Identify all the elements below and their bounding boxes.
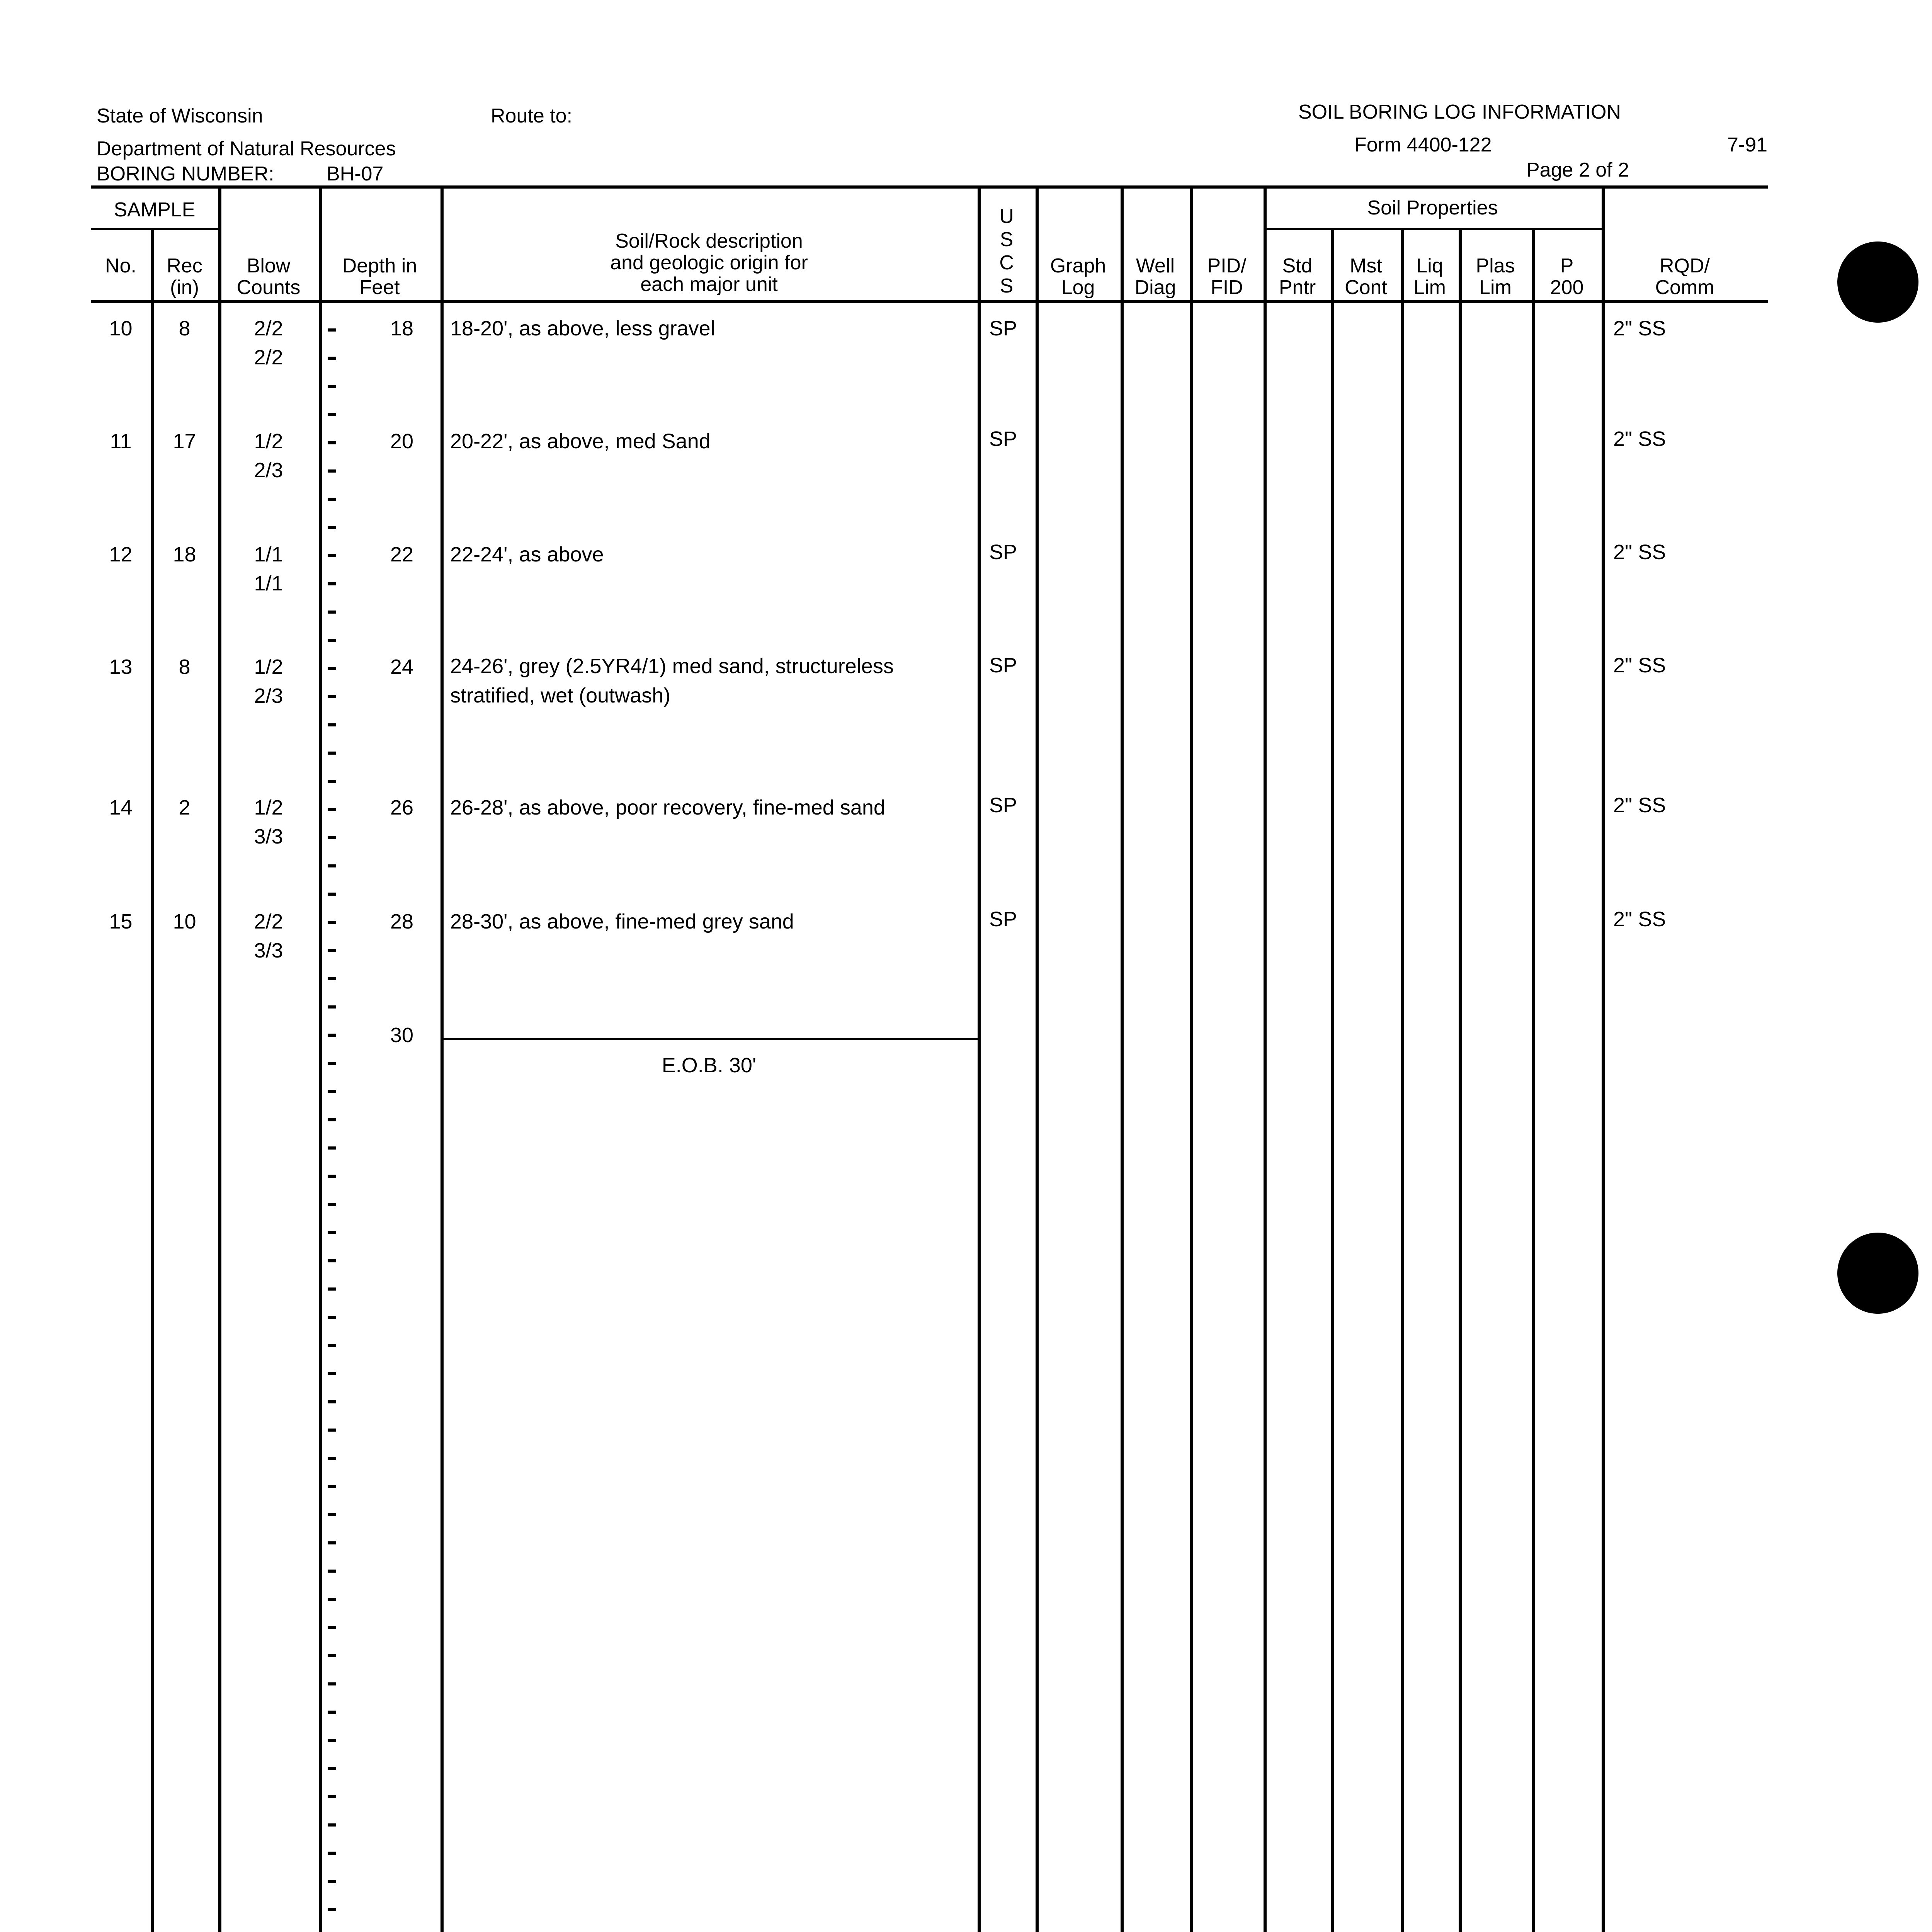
depth-tick [328, 1852, 336, 1855]
divider-well-pid [1190, 185, 1193, 1932]
depth-tick [328, 1541, 336, 1544]
divider-blow-depth [319, 185, 322, 1932]
depth-tick [328, 1146, 336, 1150]
blow-count-2: 1/1 [254, 572, 283, 595]
blow-count-2: 2/3 [254, 684, 283, 707]
depth-tick [328, 752, 336, 755]
sample-depth: 28 [390, 910, 413, 933]
blow-count-1: 1/2 [254, 430, 283, 453]
depth-tick [328, 1316, 336, 1319]
depth-tick [328, 1795, 336, 1798]
form-title: SOIL BORING LOG INFORMATION [1298, 101, 1621, 123]
depth-tick [328, 1090, 336, 1093]
boring-number-label: BORING NUMBER: [97, 163, 274, 185]
uscs-code: SP [989, 794, 1017, 817]
depth-tick [328, 498, 336, 501]
state-name: State of Wisconsin [97, 105, 263, 127]
header-bottom-rule [91, 300, 1768, 303]
sample-description: 22-24', as above [450, 543, 604, 566]
binder-hole-icon [1837, 242, 1918, 323]
form-date: 7-91 [1727, 134, 1768, 156]
sample-rec: 10 [173, 910, 196, 933]
depth-tick [328, 1400, 336, 1403]
divider-liq-plas [1459, 228, 1462, 1932]
depth-tick [328, 1231, 336, 1234]
graph-log-header: Graph Log [1050, 255, 1106, 299]
blow-count-1: 1/1 [254, 543, 283, 566]
sample-no: 11 [110, 430, 132, 453]
depth-tick [328, 949, 336, 952]
depth-tick [328, 1823, 336, 1827]
divider-uscs-graph [1036, 185, 1039, 1932]
sample-no: 15 [109, 910, 133, 933]
depth-tick [328, 611, 336, 614]
divider-pid-std [1264, 185, 1267, 1932]
sample-description: 24-26', grey (2.5YR4/1) med sand, structureless stratified, wet (outwash) [450, 655, 894, 707]
depth-tick [328, 893, 336, 896]
depth-tick [328, 1344, 336, 1347]
sample-rec: 8 [179, 655, 190, 679]
depth-tick [328, 723, 336, 726]
sample-depth: 20 [390, 430, 413, 453]
divider-graph-well [1121, 185, 1124, 1932]
depth-tick [328, 1175, 336, 1178]
blow-count-1: 2/2 [254, 317, 283, 340]
end-of-boring-note: E.O.B. 30' [662, 1054, 757, 1077]
blow-count-2: 3/3 [254, 939, 283, 962]
sample-description: 20-22', as above, med Sand [450, 430, 711, 453]
depth-tick [328, 357, 336, 360]
depth-tick [328, 1626, 336, 1629]
depth-tick [328, 1513, 336, 1516]
depth-tick [328, 441, 336, 444]
rec-header: Rec (in) [167, 255, 202, 299]
page-indicator: Page 2 of 2 [1526, 159, 1629, 181]
depth-tick [328, 836, 336, 839]
blow-counts-header: Blow Counts [236, 255, 301, 299]
rqd-comment: 2" SS [1613, 427, 1666, 451]
boring-number: BH-07 [327, 163, 384, 185]
depth-tick [328, 639, 336, 642]
sample-rec: 17 [173, 430, 196, 453]
depth-tick [328, 413, 336, 416]
depth-tick [328, 1005, 336, 1009]
uscs-code: SP [989, 654, 1017, 677]
p200-header: P 200 [1550, 255, 1584, 299]
route-to-label: Route to: [491, 105, 573, 127]
depth-tick [328, 780, 336, 783]
rqd-comment: 2" SS [1613, 541, 1666, 564]
uscs-header: U S C S [999, 205, 1014, 297]
pid-fid-header: PID/ FID [1207, 255, 1247, 299]
rqd-comm-header: RQD/ Comm [1655, 255, 1714, 299]
depth-tick [328, 554, 336, 557]
department-name: Department of Natural Resources [97, 138, 396, 160]
depth-tick [328, 328, 336, 332]
depth-header: Depth in Feet [342, 255, 417, 299]
sample-depth: 26 [390, 796, 413, 819]
depth-tick [328, 526, 336, 529]
depth-tick [328, 1287, 336, 1291]
depth-tick [328, 1711, 336, 1714]
sample-depth: 18 [390, 317, 413, 340]
sample-no: 14 [109, 796, 133, 819]
depth-tick [328, 1654, 336, 1657]
sample-depth: 22 [390, 543, 413, 566]
depth-tick [328, 864, 336, 867]
depth-tick [328, 1372, 336, 1375]
depth-tick [328, 1118, 336, 1121]
depth-tick [328, 1203, 336, 1206]
end-of-boring-rule [440, 1038, 978, 1040]
no-header: No. [105, 255, 136, 277]
depth-tick [328, 808, 336, 811]
sample-rec: 8 [179, 317, 190, 340]
well-diag-header: Well Diag [1134, 255, 1176, 299]
binder-hole-icon [1837, 1233, 1918, 1314]
depth-tick [328, 1739, 336, 1742]
depth-tick [328, 1259, 336, 1262]
sample-description: 18-20', as above, less gravel [450, 317, 715, 340]
depth-tick [328, 1485, 336, 1488]
sample-group-header: SAMPLE [114, 199, 196, 221]
blow-count-1: 1/2 [254, 796, 283, 819]
depth-tick [328, 582, 336, 585]
divider-plas-p200 [1532, 228, 1535, 1932]
form-number: Form 4400-122 [1354, 134, 1492, 156]
depth-tick [328, 1457, 336, 1460]
sample-rec: 2 [179, 796, 190, 819]
sample-description: 26-28', as above, poor recovery, fine-med sand [450, 796, 885, 819]
sample-depth: 24 [390, 655, 413, 679]
sample-rec: 18 [173, 543, 196, 566]
sample-no: 13 [109, 655, 133, 679]
divider-no-rec [151, 228, 154, 1932]
sample-group-rule [91, 228, 218, 230]
depth-tick [328, 1767, 336, 1770]
mst-cont-header: Mst Cont [1345, 255, 1387, 299]
depth-tick [328, 1062, 336, 1065]
uscs-code: SP [989, 427, 1017, 451]
depth-tick [328, 921, 336, 924]
blow-count-2: 3/3 [254, 825, 283, 848]
sample-no: 12 [109, 543, 133, 566]
liq-lim-header: Liq Lim [1413, 255, 1446, 299]
depth-tick [328, 977, 336, 980]
uscs-code: SP [989, 317, 1017, 340]
divider-p200-rqd [1602, 185, 1605, 1932]
depth-tick [328, 469, 336, 473]
rqd-comment: 2" SS [1613, 794, 1666, 817]
depth-tick [328, 385, 336, 388]
rqd-comment: 2" SS [1613, 317, 1666, 340]
sample-description: 28-30', as above, fine-med grey sand [450, 910, 794, 933]
table-top-rule [91, 185, 1768, 189]
blow-count-2: 2/3 [254, 459, 283, 482]
depth-tick [328, 1034, 336, 1037]
depth-tick [328, 1570, 336, 1573]
depth-tick [328, 1598, 336, 1601]
sample-no: 10 [109, 317, 133, 340]
rqd-comment: 2" SS [1613, 908, 1666, 931]
depth-tick [328, 1908, 336, 1911]
soil-properties-group-rule [1264, 228, 1602, 230]
uscs-code: SP [989, 908, 1017, 931]
plas-lim-header: Plas Lim [1476, 255, 1515, 299]
blow-count-1: 2/2 [254, 910, 283, 933]
soil-properties-header: Soil Properties [1367, 197, 1498, 219]
blow-count-1: 1/2 [254, 655, 283, 679]
depth-tick [328, 1429, 336, 1432]
uscs-code: SP [989, 541, 1017, 564]
blow-count-2: 2/2 [254, 346, 283, 369]
depth-tick [328, 667, 336, 670]
depth-tick [328, 1682, 336, 1685]
divider-mst-liq [1401, 228, 1404, 1932]
depth-tick [328, 695, 336, 698]
std-pntr-header: Std Pntr [1279, 255, 1316, 299]
depth-tick [328, 1880, 336, 1883]
rqd-comment: 2" SS [1613, 654, 1666, 677]
divider-std-mst [1331, 228, 1334, 1932]
end-depth: 30 [390, 1024, 413, 1047]
description-header: Soil/Rock description and geologic origin for each major unit [610, 230, 808, 296]
